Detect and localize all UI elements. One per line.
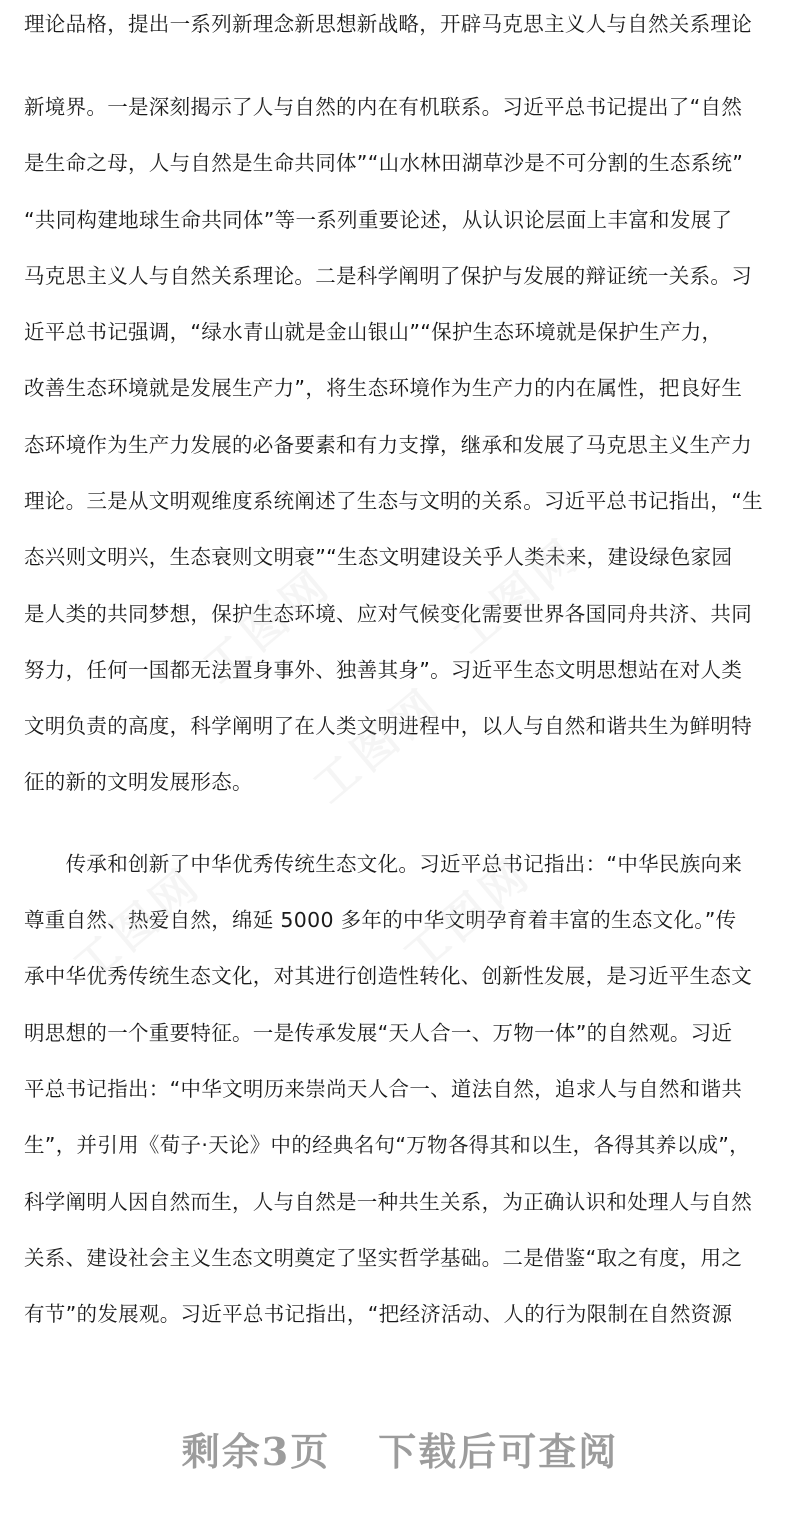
text-line: 征的新的文明发展形态。 bbox=[24, 770, 253, 794]
text-line: 有节”的发展观。习近平总书记指出，“把经济活动、人的行为限制在自然资源 bbox=[24, 1302, 733, 1326]
text-line: 马克思主义人与自然关系理论。二是科学阐明了保护与发展的辩证统一关系。习 bbox=[24, 264, 752, 288]
text-line: 理论。三是从文明观维度系统阐述了生态与文明的关系。习近平总书记指出，“生 bbox=[24, 489, 763, 513]
watermark: 工图网 bbox=[444, 527, 592, 664]
remaining-pages-label: 剩余3页 bbox=[181, 1428, 331, 1474]
text-line: 生”，并引用《荀子·天论》中的经典名句“万物各得其和以生，各得其养以成”， bbox=[24, 1133, 750, 1157]
download-hint-label: 下载后可查阅 bbox=[378, 1428, 619, 1474]
text-line: 新境界。一是深刻揭示了人与自然的内在有机联系。习近平总书记提出了“自然 bbox=[24, 95, 743, 119]
text-line: 传承和创新了中华优秀传统生态文化。习近平总书记指出：“中华民族向来 bbox=[24, 852, 743, 876]
text-line: 理论品格，提出一系列新理念新思想新战略，开辟马克思主义人与自然关系理论 bbox=[24, 12, 752, 36]
text-line: 近平总书记强调，“绿水青山就是金山银山”“保护生态环境就是保护生产力， bbox=[24, 320, 723, 344]
text-line: 态兴则文明兴，生态衰则文明衰”“生态文明建设关乎人类未来，建设绿色家园 bbox=[24, 545, 733, 569]
text-line: 态环境作为生产力发展的必备要素和有力支撑，继承和发展了马克思主义生产力 bbox=[24, 433, 752, 457]
text-line: 是生命之母，人与自然是生命共同体”“山水林田湖草沙是不可分割的生态系统” bbox=[24, 151, 744, 175]
text-line: “共同构建地球生命共同体”等一系列重要论述，从认识论层面上丰富和发展了 bbox=[24, 208, 733, 232]
text-line: 关系、建设社会主义生态文明奠定了坚实哲学基础。二是借鉴“取之有度，用之 bbox=[24, 1246, 743, 1270]
text-line: 平总书记指出：“中华文明历来崇尚天人合一、道法自然，追求人与自然和谐共 bbox=[24, 1077, 743, 1101]
text-line: 改善生态环境就是发展生产力”，将生态环境作为生产力的内在属性，把良好生 bbox=[24, 376, 743, 400]
watermark: 工图网 bbox=[194, 557, 342, 694]
text-line: 是人类的共同梦想，保护生态环境、应对气候变化需要世界各国同舟共济、共同 bbox=[24, 602, 752, 626]
text-line: 明思想的一个重要特征。一是传承发展“天人合一、万物一体”的自然观。习近 bbox=[24, 1021, 733, 1045]
watermark: 工图网 bbox=[304, 677, 452, 814]
text-line: 科学阐明人因自然而生，人与自然是一种共生关系，为正确认识和处理人与自然 bbox=[24, 1190, 752, 1214]
download-banner[interactable] bbox=[0, 1418, 800, 1478]
text-line: 尊重自然、热爱自然，绵延 5000 多年的中华文明孕育着丰富的生态文化。”传 bbox=[24, 908, 737, 932]
text-line: 承中华优秀传统生态文化，对其进行创造性转化、创新性发展，是习近平生态文 bbox=[24, 964, 752, 988]
watermark: 工图网 bbox=[64, 857, 212, 994]
watermark: 工图网 bbox=[394, 847, 542, 984]
text-line: 努力，任何一国都无法置身事外、独善其身”。习近平生态文明思想站在对人类 bbox=[24, 658, 743, 682]
text-line: 文明负责的高度，科学阐明了在人类文明进程中，以人与自然和谐共生为鲜明特 bbox=[24, 714, 752, 738]
